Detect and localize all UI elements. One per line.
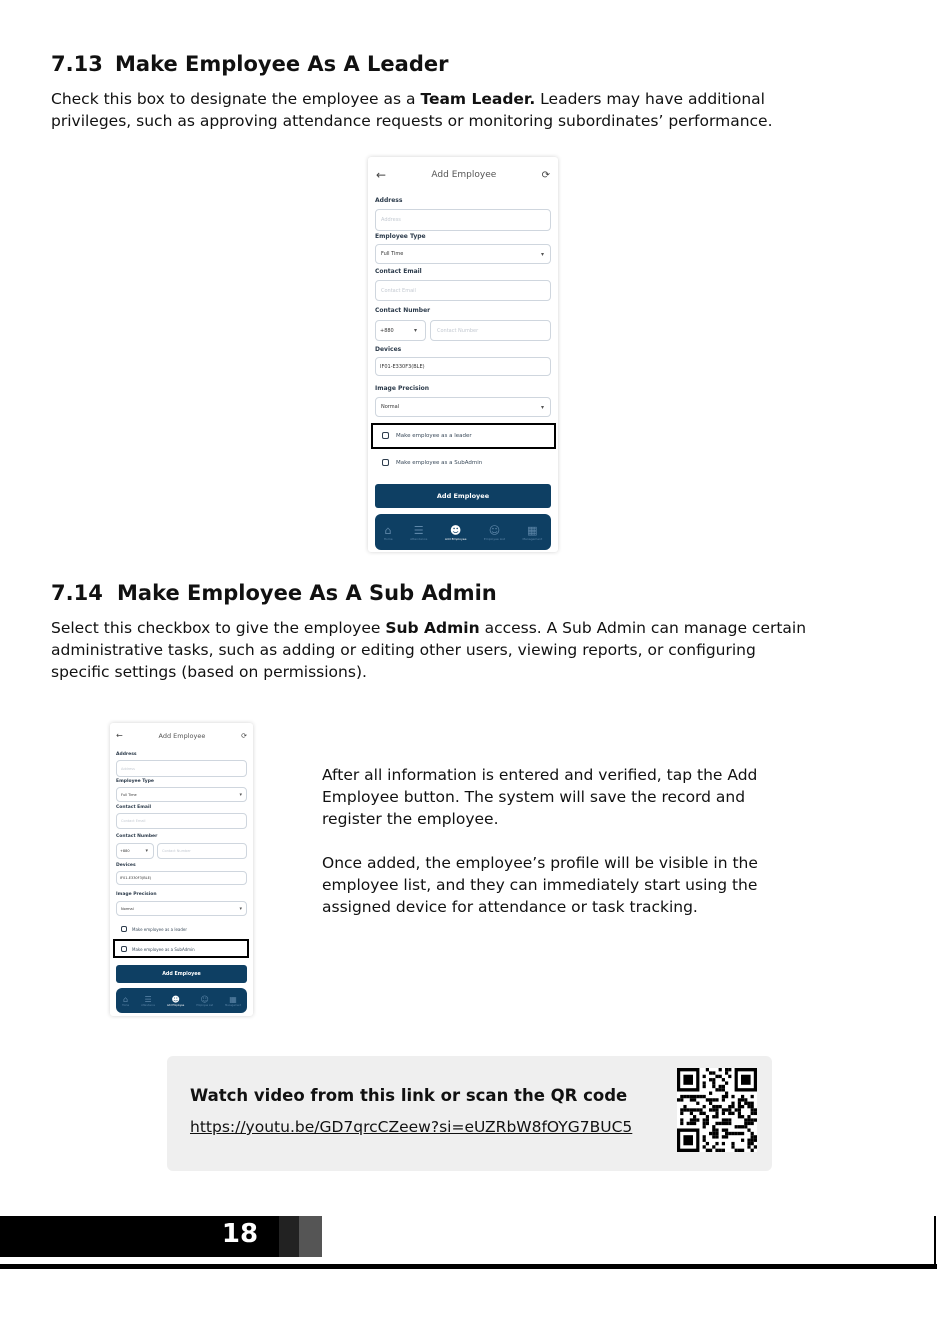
address-input[interactable] <box>116 760 247 777</box>
arrow-left-icon[interactable]: ← <box>376 168 387 182</box>
employee-type-select[interactable] <box>375 244 551 264</box>
page-number: 18 <box>221 1219 259 1249</box>
checkbox-box[interactable] <box>121 946 127 952</box>
paragraph-bold-text: Team Leader. <box>420 90 536 108</box>
paragraph-text: access. A Sub Admin can manage certain administrative tasks, such as adding or editing other users, viewing reports, or configuring specific settings (based on permissions). <box>51 619 807 681</box>
address-label: Address <box>375 197 403 204</box>
nav-label: Home <box>122 1003 130 1007</box>
explanation-paragraph: After all information is entered and verified, tap the Add Employee button. The system will save the record and register the employee. <box>322 766 758 828</box>
devices-label: Devices <box>375 346 402 353</box>
add-employee-button[interactable]: Add Employee <box>116 965 247 983</box>
subadmin-checkbox[interactable] <box>382 459 482 466</box>
chevron-down-icon: ▾ <box>413 327 417 334</box>
phone-screenshot-subadmin <box>110 723 253 1016</box>
refresh-icon[interactable]: ⟳ <box>241 731 247 740</box>
screen-title: Add Employee <box>431 170 497 180</box>
user-icon: ☺ <box>200 994 209 1004</box>
video-callout-title: Watch video from this link or scan the QR code <box>190 1086 628 1105</box>
nav-item-management[interactable] <box>225 995 241 1007</box>
paragraph-text: Check this box to designate the employee as a <box>51 90 421 108</box>
section-7-13-paragraph <box>51 88 841 132</box>
chevron-down-icon: ▾ <box>239 791 242 798</box>
qr-code-graphic <box>677 1068 757 1152</box>
add-employee-button[interactable]: Add Employee <box>375 484 551 508</box>
employee-type-label: Employee Type <box>116 779 154 784</box>
contact-email-label: Contact Email <box>375 268 422 275</box>
nav-label: Attendance <box>141 1003 155 1007</box>
nav-label: Employee List <box>196 1003 214 1007</box>
employee-type-label: Employee Type <box>375 233 426 240</box>
user-icon: ☺ <box>488 523 501 537</box>
calendar-icon: ▦ <box>527 523 538 537</box>
arrow-left-icon[interactable]: ← <box>116 731 123 740</box>
nav-item-add-employee[interactable] <box>445 524 467 541</box>
add-employee-explanation <box>322 764 802 940</box>
home-icon: ⌂ <box>384 523 392 537</box>
contact-number-label: Contact Number <box>375 307 431 314</box>
select-value: Normal <box>121 906 134 911</box>
section-number: 7.14 <box>51 581 103 605</box>
contact-number-input[interactable] <box>430 320 551 341</box>
paragraph-text: Select this checkbox to give the employee <box>51 619 386 637</box>
chevron-down-icon: ▾ <box>145 848 148 854</box>
list-icon: ☰ <box>413 523 424 537</box>
nav-item-attendance[interactable] <box>410 524 427 541</box>
nav-label: Management <box>522 536 543 541</box>
phone-screenshot-leader <box>368 157 558 552</box>
placeholder: Contact Number <box>162 849 191 853</box>
checkbox-label: Make employee as a SubAdmin <box>132 946 195 952</box>
image-precision-label: Image Precision <box>116 892 157 897</box>
add-user-icon: ☻ <box>171 994 180 1004</box>
nav-label: Management <box>225 1003 241 1007</box>
paragraph-text: Leaders may have additional privileges, such as approving attendance requests or monitoring subordinates’ performance. <box>51 90 773 130</box>
input-value: IF01-E330F3(BLE) <box>380 363 425 370</box>
devices-input[interactable] <box>116 871 247 885</box>
section-7-14-paragraph <box>51 617 811 683</box>
image-precision-select[interactable] <box>116 901 247 916</box>
video-callout <box>167 1056 772 1171</box>
placeholder: Contact Email <box>121 819 146 823</box>
video-link[interactable]: https://youtu.be/GD7qrcCZeew?si=eUZRbW8fOYG7BUC5 <box>190 1118 633 1136</box>
nav-item-home[interactable] <box>122 995 129 1007</box>
input-value: IF01-E330F3(BLE) <box>120 876 152 880</box>
nav-item-home[interactable] <box>384 524 393 541</box>
section-title: Make Employee As A Leader <box>115 52 449 76</box>
refresh-icon[interactable]: ⟳ <box>541 169 550 181</box>
select-value: +880 <box>380 327 394 334</box>
checkbox-label: Make employee as a leader <box>132 926 188 932</box>
nav-label: Home <box>383 536 393 541</box>
checkbox-label: Make employee as a leader <box>396 432 472 439</box>
nav-item-attendance[interactable] <box>141 995 155 1007</box>
contact-number-label: Contact Number <box>116 834 158 839</box>
home-icon: ⌂ <box>123 994 129 1004</box>
employee-type-select[interactable] <box>116 787 247 802</box>
select-value: Full Time <box>381 251 404 257</box>
subadmin-checkbox[interactable] <box>121 946 195 952</box>
address-input[interactable] <box>375 209 551 231</box>
nav-item-add-employee[interactable] <box>167 995 184 1007</box>
placeholder: Address <box>121 766 135 771</box>
nav-label: Employee List <box>483 536 505 541</box>
checkbox-box[interactable] <box>382 432 389 439</box>
address-label: Address <box>116 752 137 757</box>
calendar-icon: ▦ <box>229 994 237 1004</box>
placeholder: Contact Email <box>381 287 416 294</box>
nav-label: Attendance <box>410 536 428 541</box>
footer-divider <box>0 1264 937 1269</box>
image-precision-select[interactable] <box>375 397 551 417</box>
chevron-down-icon: ▾ <box>239 905 242 912</box>
screen-title: Add Employee <box>158 731 206 740</box>
checkbox-box[interactable] <box>121 926 127 932</box>
chevron-down-icon: ▾ <box>540 250 544 258</box>
nav-item-management[interactable] <box>522 524 542 541</box>
devices-input[interactable] <box>375 357 551 376</box>
bottom-nav <box>375 514 551 550</box>
explanation-paragraph: Once added, the employee’s profile will be visible in the employee list, and they can immediately start using the assigned device for attendance or task tracking. <box>322 854 758 916</box>
section-7-13-heading <box>51 52 448 76</box>
chevron-down-icon: ▾ <box>540 403 544 411</box>
select-value: Full Time <box>121 792 137 797</box>
nav-label: Add Employee <box>167 1003 185 1007</box>
nav-item-employee-list[interactable] <box>196 995 213 1007</box>
contact-email-input[interactable] <box>116 813 247 829</box>
leader-checkbox[interactable] <box>382 432 472 439</box>
select-value: Normal <box>381 404 400 410</box>
image-precision-label: Image Precision <box>375 385 430 392</box>
country-code-select[interactable] <box>116 843 154 859</box>
placeholder: Address <box>381 217 401 223</box>
contact-email-label: Contact Email <box>116 805 152 810</box>
section-title: Make Employee As A Sub Admin <box>117 581 497 605</box>
checkbox-box[interactable] <box>382 459 389 466</box>
section-number: 7.13 <box>51 52 103 76</box>
footer-divider <box>934 1216 936 1264</box>
paragraph-bold-text: Sub Admin <box>385 619 480 637</box>
contact-number-input[interactable] <box>157 843 247 859</box>
placeholder: Contact Number <box>437 327 479 334</box>
bottom-nav <box>116 988 247 1013</box>
footer-bar-accent <box>279 1216 299 1257</box>
add-user-icon: ☻ <box>449 523 462 537</box>
country-code-select[interactable] <box>375 320 426 341</box>
leader-checkbox[interactable] <box>121 926 187 932</box>
select-value: +880 <box>120 849 130 853</box>
list-icon: ☰ <box>144 994 152 1004</box>
nav-item-employee-list[interactable] <box>484 524 505 541</box>
checkbox-label: Make employee as a SubAdmin <box>396 459 483 466</box>
contact-email-input[interactable] <box>375 280 551 301</box>
section-7-14-heading <box>51 581 497 605</box>
nav-label: Add Employee <box>444 536 467 541</box>
footer-bar-accent <box>299 1216 322 1257</box>
devices-label: Devices <box>116 863 136 868</box>
qr-code-icon[interactable] <box>677 1068 757 1152</box>
